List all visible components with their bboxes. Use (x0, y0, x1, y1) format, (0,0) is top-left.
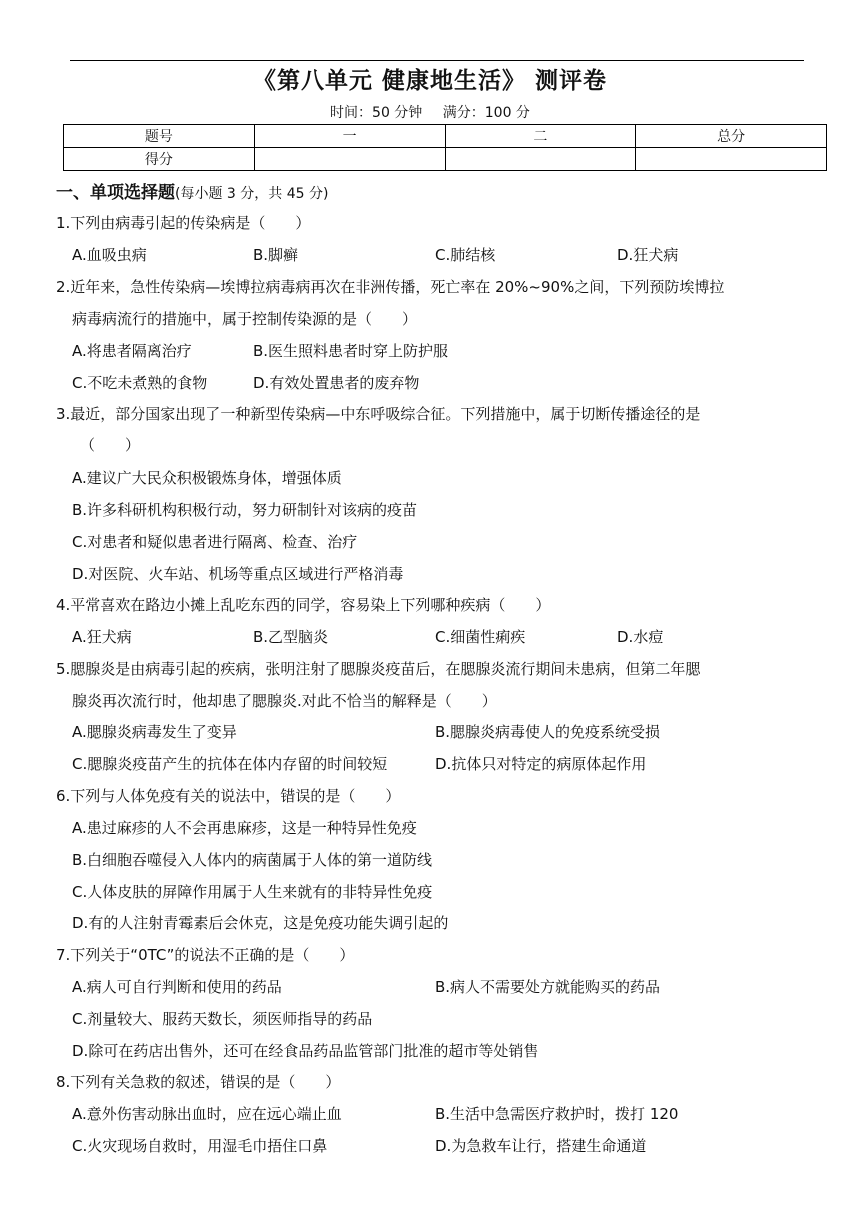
page-title: 《第八单元 健康地生活》 测评卷 (252, 68, 607, 94)
question-5-option-d: D.抗体只对特定的病原体起作用 (435, 755, 647, 773)
full-score: 满分：100 分 (442, 105, 530, 121)
score-cell[interactable] (636, 148, 827, 171)
question-2-option-d: D.有效处置患者的废弃物 (253, 374, 420, 392)
question-4-stem: 4.平常喜欢在路边小摊上乱吃东西的同学，容易染上下列哪种疾病（ ） (56, 596, 551, 614)
score-header-cell: 总分 (636, 125, 827, 148)
question-1-option-d: D.狂犬病 (617, 246, 679, 264)
score-cell[interactable] (445, 148, 636, 171)
question-5-stem-cont: 腺炎再次流行时，他却患了腮腺炎.对此不恰当的解释是（ ） (72, 692, 497, 710)
question-3-option-a: A.建议广大民众积极锻炼身体，增强体质 (72, 469, 342, 487)
question-3-option-c: C.对患者和疑似患者进行隔离、检查、治疗 (72, 533, 358, 551)
score-header-cell: 题号 (64, 125, 255, 148)
question-7-option-a: A.病人可自行判断和使用的药品 (72, 978, 282, 996)
exam-meta (0, 102, 860, 122)
score-table-header-row (64, 125, 827, 148)
question-5-option-a: A.腮腺炎病毒发生了变异 (72, 723, 237, 741)
question-3-option-b: B.许多科研机构积极行动，努力研制针对该病的疫苗 (72, 501, 418, 519)
question-2-option-b: B.医生照料患者时穿上防护服 (253, 342, 449, 360)
question-4-option-b: B.乙型脑炎 (253, 628, 329, 646)
question-3-option-d: D.对医院、火车站、机场等重点区域进行严格消毒 (72, 565, 404, 583)
question-6-option-a: A.患过麻疹的人不会再患麻疹，这是一种特异性免疫 (72, 819, 417, 837)
question-3-stem-cont: （ ） (80, 436, 141, 454)
score-row-label: 得分 (64, 148, 255, 171)
question-7-option-c: C.剂量较大、服药天数长，须医师指导的药品 (72, 1010, 373, 1028)
score-table (63, 124, 827, 171)
question-6-option-b: B.白细胞吞噬侵入人体内的病菌属于人体的第一道防线 (72, 851, 433, 869)
question-1-option-b: B.脚癣 (253, 246, 299, 264)
question-7-option-d: D.除可在药店出售外，还可在经食品药品监管部门批准的超市等处销售 (72, 1042, 539, 1060)
score-cell[interactable] (254, 148, 445, 171)
question-5-option-b: B.腮腺炎病毒使人的免疫系统受损 (435, 723, 661, 741)
question-3-stem: 3.最近，部分国家出现了一种新型传染病—中东呼吸综合征。下列措施中，属于切断传播途径的是 (56, 405, 701, 423)
question-4-option-c: C.细菌性痢疾 (435, 628, 526, 646)
section-title: 一、单项选择题 (56, 183, 175, 203)
question-8-stem: 8.下列有关急救的叙述，错误的是（ ） (56, 1073, 341, 1091)
question-7-stem: 7.下列关于“0TC”的说法不正确的是（ ） (56, 946, 355, 964)
question-1-option-c: C.肺结核 (435, 246, 496, 264)
score-header-cell: 二 (445, 125, 636, 148)
question-8-option-b: B.生活中急需医疗救护时，拨打 120 (435, 1105, 679, 1123)
question-4-option-a: A.狂犬病 (72, 628, 132, 646)
question-6-option-d: D.有的人注射青霉素后会休克，这是免疫功能失调引起的 (72, 914, 449, 932)
question-8-option-a: A.意外伤害动脉出血时，应在远心端止血 (72, 1105, 342, 1123)
header-rule (70, 60, 804, 61)
score-header-cell: 一 (254, 125, 445, 148)
question-1-option-a: A.血吸虫病 (72, 246, 147, 264)
question-4-option-d: D.水痘 (617, 628, 664, 646)
question-2-stem: 2.近年来，急性传染病—埃博拉病毒病再次在非洲传播，死亡率在 20%~90%之间，下列预防埃博拉 (56, 278, 725, 296)
question-2-stem-cont: 病毒病流行的措施中，属于控制传染源的是（ ） (72, 310, 418, 328)
question-7-option-b: B.病人不需要处方就能购买的药品 (435, 978, 661, 996)
question-5-stem: 5.腮腺炎是由病毒引起的疾病，张明注射了腮腺炎疫苗后，在腮腺炎流行期间未患病，但第二年腮 (56, 660, 701, 678)
question-8-option-d: D.为急救车让行，搭建生命通道 (435, 1137, 647, 1155)
question-6-stem: 6.下列与人体免疫有关的说法中，错误的是（ ） (56, 787, 401, 805)
section-heading (56, 178, 328, 203)
question-8-option-c: C.火灾现场自救时，用湿毛巾捂住口鼻 (72, 1137, 328, 1155)
section-note: (每小题 3 分，共 45 分) (175, 186, 329, 202)
question-1-stem: 1.下列由病毒引起的传染病是（ ） (56, 214, 311, 232)
question-5-option-c: C.腮腺炎疫苗产生的抗体在体内存留的时间较短 (72, 755, 388, 773)
time-limit: 时间：50 分钟 (330, 105, 423, 121)
score-table-score-row (64, 148, 827, 171)
question-6-option-c: C.人体皮肤的屏障作用属于人生来就有的非特异性免疫 (72, 883, 433, 901)
question-2-option-a: A.将患者隔离治疗 (72, 342, 192, 360)
question-2-option-c: C.不吃未煮熟的食物 (72, 374, 208, 392)
